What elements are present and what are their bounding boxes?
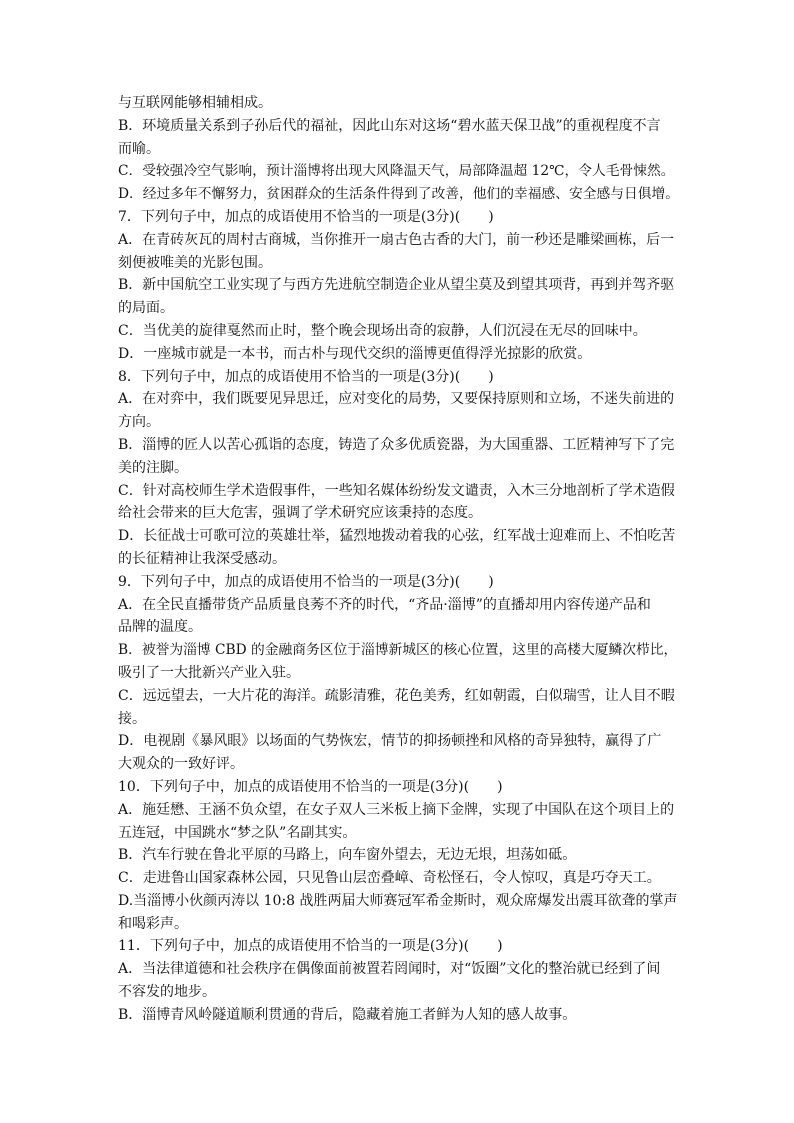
text-line: 9．下列句子中，加点的成语使用不恰当的一项是(3分)( ) bbox=[118, 573, 494, 590]
text-line: A．施廷懋、王涵不负众望，在女子双人三米板上摘下金牌，实现了中国队在这个项目上的 bbox=[118, 801, 675, 818]
text-line: 的长征精神让我深受感动。 bbox=[118, 550, 286, 567]
text-line: 接。 bbox=[118, 710, 146, 727]
text-line: 与互联网能够相辅相成。 bbox=[118, 95, 272, 111]
text-line: D.当淄博小伙颜丙涛以 10:8 战胜两届大师赛冠军希金斯时，观众席爆发出震耳欲聋的掌声 bbox=[118, 892, 678, 909]
text-line: 10．下列句子中，加点的成语使用不恰当的一项是(3分)( ) bbox=[118, 778, 503, 795]
text-line: 而喻。 bbox=[118, 140, 160, 157]
text-line: C．受较强冷空气影响，预计淄博将出现大风降温天气，局部降温超 12℃，令人毛骨悚然。 bbox=[118, 163, 675, 180]
text-line: A．当法律道德和社会秩序在偶像面前被置若罔闻时，对“饭圈”文化的整治就已经到了间 bbox=[118, 961, 661, 978]
text-line: 吸引了一大批新兴产业入驻。 bbox=[118, 664, 300, 681]
document-page bbox=[118, 92, 680, 1027]
text-line: 的局面。 bbox=[118, 300, 174, 317]
text-line: D．一座城市就是一本书，而古朴与现代交织的淄博更值得浮光掠影的欣赏。 bbox=[118, 345, 592, 362]
text-line: 给社会带来的巨大危害，强调了学术研究应该秉持的态度。 bbox=[118, 505, 482, 522]
text-line: 五连冠，中国跳水“梦之队”名副其实。 bbox=[118, 824, 357, 841]
text-line: A．在全民直播带货产品质量良莠不齐的时代，“齐品·淄博”的直播却用内容传递产品和 bbox=[118, 596, 651, 613]
text-line: 美的注脚。 bbox=[118, 459, 188, 476]
text-line: 大观众的一致好评。 bbox=[118, 756, 244, 773]
text-line: D．经过多年不懈努力，贫困群众的生活条件得到了改善，他们的幸福感、安全感与日俱增。 bbox=[118, 186, 680, 203]
text-line: 刻便被唯美的光影包围。 bbox=[118, 254, 272, 271]
text-line: D．电视剧《暴风眼》以场面的气势恢宏，情节的抑扬顿挫和风格的奇异独特，赢得了广 bbox=[118, 733, 662, 750]
text-line: B．汽车行驶在鲁北平原的马路上，向车窗外望去，无边无垠，坦荡如砥。 bbox=[118, 847, 577, 864]
text-line: 8．下列句子中，加点的成语使用不恰当的一项是(3分)( ) bbox=[118, 368, 494, 385]
text-line: 不容发的地步。 bbox=[118, 984, 216, 1001]
text-line: 7．下列句子中，加点的成语使用不恰当的一项是(3分)( ) bbox=[118, 208, 494, 225]
text-line: C．当优美的旋律戛然而止时，整个晚会现场出奇的寂静，人们沉浸在无尽的回味中。 bbox=[118, 322, 647, 339]
text-line: 方向。 bbox=[118, 414, 160, 431]
text-line: A．在对弈中，我们既要见异思迁，应对变化的局势，又要保持原则和立场，不迷失前进的 bbox=[118, 391, 675, 408]
text-line: 11．下列句子中，加点的成语使用不恰当的一项是(3分)( ) bbox=[118, 938, 503, 955]
text-line: C．远远望去，一大片花的海洋。疏影清雅，花色美秀，红如朝霞，白似瑞雪，让人目不暇 bbox=[118, 687, 675, 704]
text-line: A．在青砖灰瓦的周村古商城，当你推开一扇古色古香的大门，前一秒还是雕梁画栋，后一 bbox=[118, 231, 675, 248]
text-line: C．走进鲁山国家森林公园，只见鲁山层峦叠嶂、奇松怪石，令人惊叹，真是巧夺天工。 bbox=[118, 870, 661, 887]
text-line: B．淄博青风岭隧道顺利贯通的背后，隐藏着施工者鲜为人知的感人故事。 bbox=[118, 1006, 577, 1023]
text-line: B．环境质量关系到子孙后代的福祉，因此山东对这场“碧水蓝天保卫战”的重视程度不言 bbox=[118, 117, 661, 134]
text-line: 品牌的温度。 bbox=[118, 619, 202, 636]
text-line: B．被誉为淄博 CBD 的金融商务区位于淄博新城区的核心位置，这里的高楼大厦鳞次栉比， bbox=[118, 642, 678, 659]
text-line: D．长征战士可歌可泣的英雄壮举，猛烈地拨动着我的心弦，红军战士迎难而上、不怕吃苦 bbox=[118, 528, 676, 545]
text-line: B．淄博的匠人以苦心孤诣的态度，铸造了众多优质瓷器，为大国重器、工匠精神写下了完 bbox=[118, 436, 675, 453]
text-line: C．针对高校师生学术造假事件，一些知名媒体纷纷发文谴责，入木三分地剖析了学术造假 bbox=[118, 482, 675, 499]
text-line: 和喝彩声。 bbox=[118, 915, 188, 932]
text-line: B．新中国航空工业实现了与西方先进航空制造企业从望尘莫及到望其项背，再到并驾齐驱 bbox=[118, 277, 675, 294]
